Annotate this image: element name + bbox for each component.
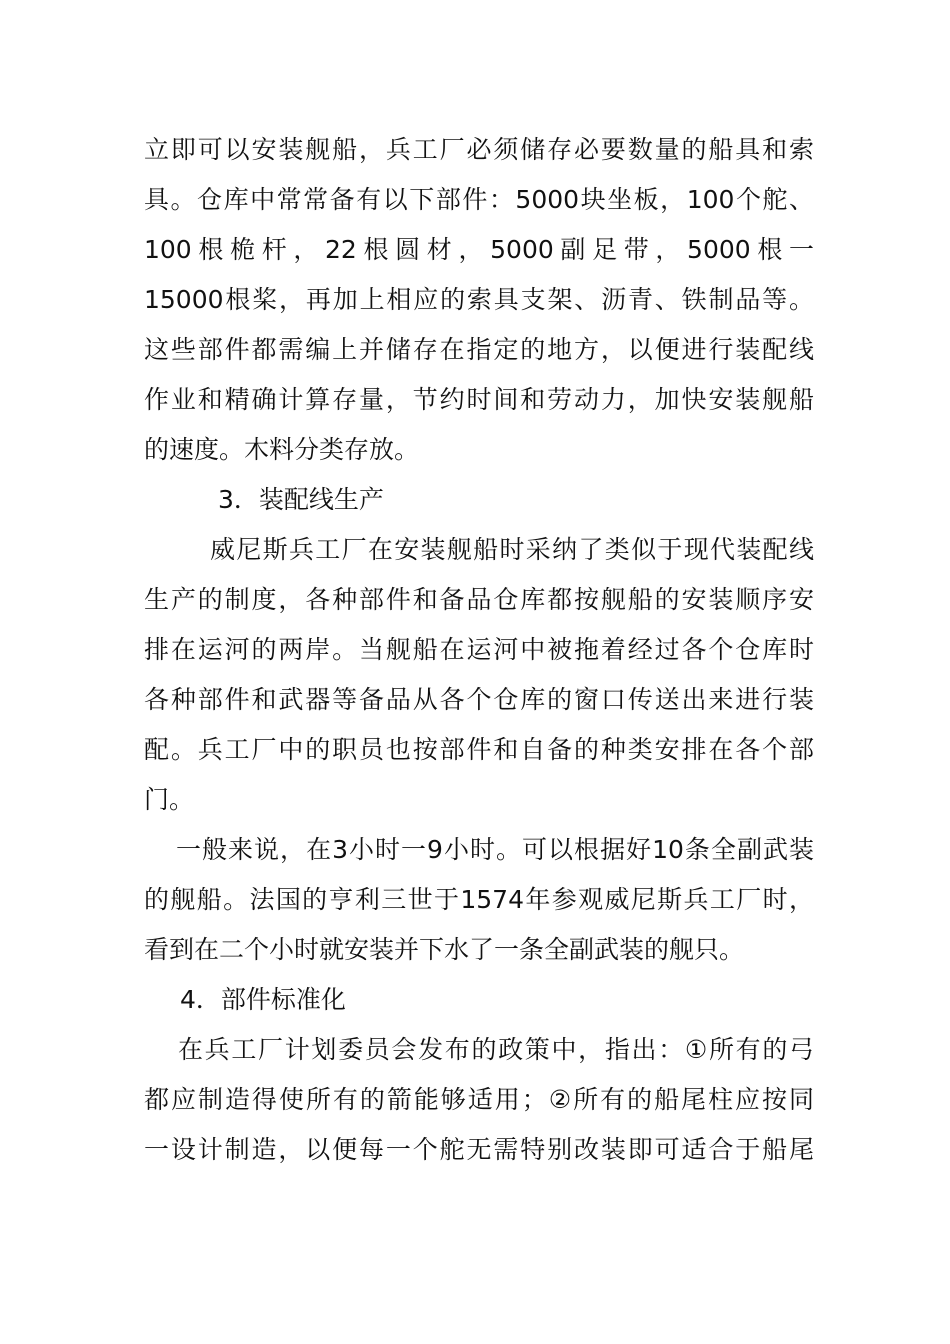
paragraph-line: 排在运河的两岸。当舰船在运河中被拖着经过各个仓库时: [144, 635, 814, 664]
paragraph-line: 这些部件都需编上并储存在指定的地方，以便进行装配线: [144, 335, 814, 364]
paragraph-line: 门。: [144, 785, 195, 814]
paragraph-line: 15000根桨，再加上相应的索具支架、沥青、铁制品等。: [144, 285, 814, 314]
paragraph-line: 一般来说，在3小时一9小时。可以根据好10条全副武装: [176, 835, 814, 864]
paragraph-line: 各种部件和武器等备品从各个仓库的窗口传送出来进行装: [144, 685, 814, 714]
paragraph-line: 看到在二个小时就安装并下水了一条全副武装的舰只。: [144, 935, 745, 964]
section-heading: 4．部件标准化: [180, 985, 346, 1014]
paragraph-line: 都应制造得使所有的箭能够适用；②所有的船尾柱应按同: [144, 1085, 814, 1114]
paragraph-line: 立即可以安装舰船，兵工厂必须储存必要数量的船具和索: [144, 135, 814, 164]
paragraph-line: 作业和精确计算存量，节约时间和劳动力，加快安装舰船: [144, 385, 814, 414]
paragraph-line: 一设计制造，以便每一个舵无需特别改装即可适合于船尾: [144, 1135, 814, 1164]
paragraph-line: 威尼斯兵工厂在安装舰船时采纳了类似于现代装配线: [210, 535, 814, 564]
paragraph-line: 配。兵工厂中的职员也按部件和自备的种类安排在各个部: [144, 735, 814, 764]
section-heading: 3．装配线生产: [218, 485, 384, 514]
paragraph-line: 的速度。木料分类存放。: [144, 435, 420, 464]
paragraph-line: 具。仓库中常常备有以下部件：5000块坐板，100个舵、: [144, 185, 814, 214]
paragraph-line: 在兵工厂计划委员会发布的政策中，指出：①所有的弓: [178, 1035, 814, 1064]
paragraph-line: 的舰船。法国的亨利三世于1574年参观威尼斯兵工厂时，: [144, 885, 814, 914]
paragraph-line: 生产的制度，各种部件和备品仓库都按舰船的安装顺序安: [144, 585, 814, 614]
paragraph-line: 100根桅杆，22根圆材，5000副足带，5000根一: [144, 235, 814, 264]
